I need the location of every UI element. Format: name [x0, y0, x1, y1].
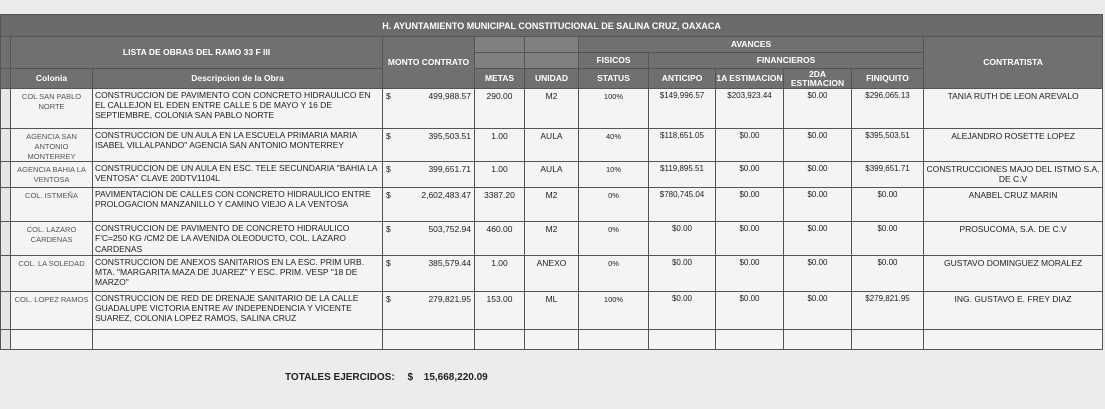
blank-cell: [649, 329, 716, 349]
colonia-cell: AGENCIA SAN ANTONIO MONTERREY: [11, 129, 93, 162]
blank-cell: [1, 329, 11, 349]
status-cell: 100%: [579, 291, 649, 329]
monto-cell: [383, 222, 475, 256]
contratista-cell: GUSTAVO DOMINGUEZ MORALEZ: [924, 255, 1103, 291]
metas-cell: 460.00: [475, 222, 525, 256]
est2-cell: $0.00: [784, 89, 852, 129]
contratista-cell: ANABEL CRUZ MARIN: [924, 188, 1103, 222]
metas-cell: 290.00: [475, 89, 525, 129]
table-row: [1, 89, 1103, 129]
anticipo-cell: $780,745.04: [649, 188, 716, 222]
metas-cell: 153.00: [475, 291, 525, 329]
monto-value: 499,988.57: [428, 91, 471, 101]
blank-cell: [93, 329, 383, 349]
est1-cell: $0.00: [716, 222, 784, 256]
status-header: STATUS: [579, 69, 649, 89]
table-row: [1, 162, 1103, 188]
anticipo-cell: $118,651.05: [649, 129, 716, 162]
monto-cell: [383, 291, 475, 329]
blank-cell: [924, 329, 1103, 349]
descripcion-header: Descripcion de la Obra: [93, 69, 383, 89]
est2-cell: $0.00: [784, 291, 852, 329]
est1-cell: $0.00: [716, 291, 784, 329]
estimacion1-header: 1A ESTIMACION: [716, 69, 784, 89]
finiquito-cell: $0.00: [852, 255, 924, 291]
est1-cell: $0.00: [716, 162, 784, 188]
colonia-cell: COL SAN PABLO NORTE: [11, 89, 93, 129]
est1-cell: $203,923.44: [716, 89, 784, 129]
unidad-cell: AULA: [525, 129, 579, 162]
document-title: H. AYUNTAMIENTO MUNICIPAL CONSTITUCIONAL DE SALINA CRUZ, OAXACA: [1, 15, 1103, 37]
table-row: [1, 222, 1103, 256]
anticipo-cell: $0.00: [649, 255, 716, 291]
blank-cell: [579, 329, 649, 349]
contratista-cell: TANIA RUTH DE LEON AREVALO: [924, 89, 1103, 129]
totals-label: TOTALES EJERCIDOS:: [285, 372, 395, 383]
colonia-header: Colonia: [11, 69, 93, 89]
descripcion-cell: CONSTRUCCION DE PAVIMENTO CON CONCRETO HIDRAULICO EN EL CALLEJON EL EDEN ENTRE CALLE 5 DE MAYO Y 16 DE SEPTIEMBRE, COLONIA SAN PABLO NORTE: [93, 89, 383, 129]
monto-value: 399,651.71: [428, 164, 471, 175]
totals-line: [285, 372, 488, 383]
currency-sign: $: [386, 293, 391, 304]
monto-cell: [383, 89, 475, 129]
descripcion-cell: CONSTRUCCION DE ANEXOS SANITARIOS EN LA ESC. PRIM URB. MTA. "MARGARITA MAZA DE JUAREZ" Y ESC. PRIM. VESP "18 DE MARZO": [93, 255, 383, 291]
row-stub: [1, 89, 11, 129]
colonia-cell: AGENCIA BAHIA LA VENTOSA: [11, 162, 93, 188]
unidad-cell: AULA: [525, 162, 579, 188]
descripcion-cell: CONSTRUCCION DE UN AULA EN LA ESCUELA PRIMARIA MARIA ISABEL VILLALPANDO" AGENCIA SAN ANTONIO MONTERREY: [93, 129, 383, 162]
blank-cell: [11, 329, 93, 349]
status-cell: 0%: [579, 222, 649, 256]
est2-cell: $0.00: [784, 255, 852, 291]
anticipo-cell: $0.00: [649, 291, 716, 329]
colonia-cell: COL. LAZARO CARDENAS: [11, 222, 93, 256]
status-cell: 40%: [579, 129, 649, 162]
contratista-cell: ING. GUSTAVO E. FREY DIAZ: [924, 291, 1103, 329]
contratista-cell: ALEJANDRO ROSETTE LOPEZ: [924, 129, 1103, 162]
unidad-header: UNIDAD: [525, 69, 579, 89]
estimacion2-header: 2DA ESTIMACION: [784, 69, 852, 89]
table-row: [1, 129, 1103, 162]
est2-cell: $0.00: [784, 162, 852, 188]
row-stub: [1, 162, 11, 188]
descripcion-cell: CONSTRUCCION DE RED DE DRENAJE SANITARIO DE LA CALLE GUADALUPE VICTORIA ENTRE AV INDEPENDENCIA Y VICENTE SUAREZ, COLONIA LOPEZ RAMOS, SALINA CRUZ: [93, 291, 383, 329]
metas-header: METAS: [475, 69, 525, 89]
row-stub: [1, 188, 11, 222]
anticipo-cell: $149,996.57: [649, 89, 716, 129]
descripcion-cell: PAVIMENTACION DE CALLES CON CONCRETO HIDRAULICO ENTRE PROLOGACION MANZANILLO Y CAMINO VIEJO A LA VENTOSA: [93, 188, 383, 222]
finiquito-cell: $395,503.51: [852, 129, 924, 162]
contratista-cell: CONSTRUCCIONES MAJO DEL ISTMO S.A. DE C.V: [924, 162, 1103, 188]
currency-sign: $: [386, 257, 391, 268]
finiquito-cell: $399,651.71: [852, 162, 924, 188]
monto-cell: [383, 129, 475, 162]
unidad-cell: M2: [525, 89, 579, 129]
monto-cell: [383, 255, 475, 291]
row-stub: [1, 291, 11, 329]
status-cell: 0%: [579, 255, 649, 291]
blank-cell: [716, 329, 784, 349]
status-cell: 10%: [579, 162, 649, 188]
est2-cell: $0.00: [784, 222, 852, 256]
contratista-header: CONTRATISTA: [924, 37, 1103, 89]
colonia-cell: COL. ISTMEÑA: [11, 188, 93, 222]
contratista-cell: PROSUCOMA, S.A. DE C.V: [924, 222, 1103, 256]
currency-sign: $: [386, 131, 391, 141]
metas-cell: 1.00: [475, 255, 525, 291]
fisicos-header: FISICOS: [579, 53, 649, 69]
totals-currency: $: [407, 372, 413, 383]
finiquito-cell: $0.00: [852, 222, 924, 256]
est2-cell: $0.00: [784, 129, 852, 162]
blank-cell: [475, 329, 525, 349]
blank-cell: [784, 329, 852, 349]
row-stub: [1, 222, 11, 256]
monto-header: MONTO CONTRATO: [383, 37, 475, 89]
est2-cell: $0.00: [784, 188, 852, 222]
unidad-cell: M2: [525, 222, 579, 256]
works-table: [0, 14, 1103, 350]
totals-value: 15,668,220.09: [423, 372, 488, 383]
currency-sign: $: [386, 164, 391, 175]
monto-cell: [383, 188, 475, 222]
financieros-header: FINANCIEROS: [649, 53, 924, 69]
finiquito-cell: $296,065.13: [852, 89, 924, 129]
currency-sign: $: [386, 190, 391, 201]
metas-cell: 1.00: [475, 129, 525, 162]
blank-cell: [852, 329, 924, 349]
finiquito-cell: $0.00: [852, 188, 924, 222]
descripcion-cell: CONSTRUCCION DE UN AULA EN ESC. TELE SECUNDARIA "BAHIA LA VENTOSA" CLAVE 20DTV1104L: [93, 162, 383, 188]
table-row: [1, 188, 1103, 222]
table-row: [1, 255, 1103, 291]
descripcion-cell: CONSTRUCCION DE PAVIMENTO DE CONCRETO HIDRAULICO F'C=250 KG /CM2 DE LA AVENIDA OLEODUCTO, COL. LAZARO CARDENAS: [93, 222, 383, 256]
monto-value: 2,602,483.47: [421, 190, 471, 201]
blank-cell: [525, 329, 579, 349]
est1-cell: $0.00: [716, 255, 784, 291]
unidad-cell: M2: [525, 188, 579, 222]
table-body: [1, 89, 1103, 350]
unidad-cell: ANEXO: [525, 255, 579, 291]
finiquito-cell: $279,821.95: [852, 291, 924, 329]
row-stub: [1, 255, 11, 291]
monto-cell: [383, 162, 475, 188]
est1-cell: $0.00: [716, 188, 784, 222]
monto-value: 503,752.94: [428, 224, 471, 235]
anticipo-cell: $0.00: [649, 222, 716, 256]
status-cell: 0%: [579, 188, 649, 222]
metas-cell: 1.00: [475, 162, 525, 188]
status-cell: 100%: [579, 89, 649, 129]
row-stub: [1, 129, 11, 162]
monto-value: 395,503.51: [428, 131, 471, 141]
table-row: [1, 291, 1103, 329]
finiquito-header: FINIQUITO: [852, 69, 924, 89]
currency-sign: $: [386, 224, 391, 235]
anticipo-cell: $119,895.51: [649, 162, 716, 188]
colonia-cell: COL. LA SOLEDAD: [11, 255, 93, 291]
monto-value: 385,579.44: [428, 257, 471, 268]
unidad-cell: ML: [525, 291, 579, 329]
est1-cell: $0.00: [716, 129, 784, 162]
colonia-cell: COL. LOPEZ RAMOS: [11, 291, 93, 329]
metas-cell: 3387.20: [475, 188, 525, 222]
blank-row: [1, 329, 1103, 349]
list-title-header: LISTA DE OBRAS DEL RAMO 33 F III: [11, 37, 383, 69]
monto-value: 279,821.95: [428, 293, 471, 304]
avances-header: AVANCES: [579, 37, 924, 53]
currency-sign: $: [386, 91, 391, 101]
blank-cell: [383, 329, 475, 349]
anticipo-header: ANTICIPO: [649, 69, 716, 89]
